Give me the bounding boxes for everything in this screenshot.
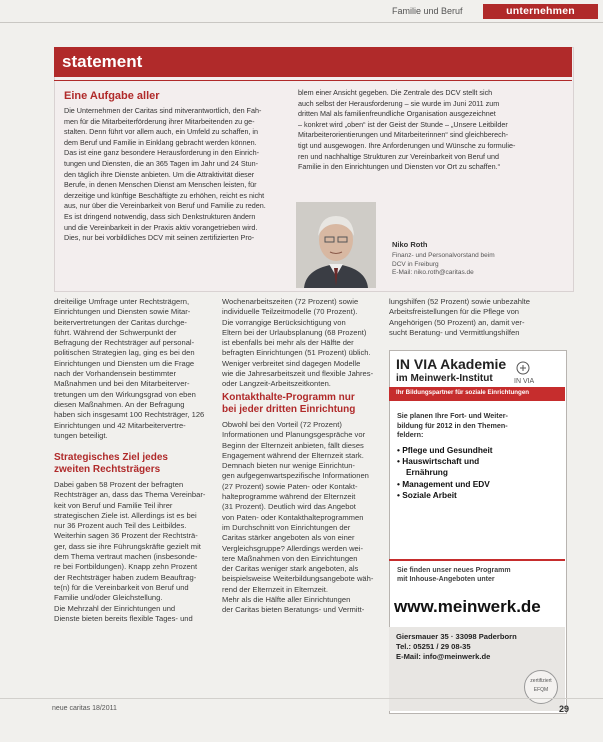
ad-topic-item: • Pflege und Gesundheit bbox=[397, 445, 493, 455]
ad-logo-subtitle: im Meinwerk-Institut bbox=[396, 373, 493, 384]
article-line: dreiteilige Umfrage unter Rechtsträgern, bbox=[54, 297, 190, 306]
article-line: Angehörigen (50 Prozent) an, damit ver- bbox=[389, 317, 525, 327]
statement-heading: Eine Aufgabe aller bbox=[64, 90, 160, 102]
signature-line: DCV in Freiburg bbox=[392, 260, 439, 268]
article-line: strategischen Ziele ist. Allerdings ist es bei bbox=[54, 510, 197, 520]
article-line: Die Mehrzahl der Einrichtungen und bbox=[54, 603, 176, 613]
article-line: oder Langzeit-Arbeitszeitkonten. bbox=[222, 379, 331, 389]
ad-logo: IN VIA Akademie bbox=[396, 356, 507, 372]
header-divider bbox=[0, 22, 603, 23]
ad-topic-item: • Soziale Arbeit bbox=[397, 489, 457, 500]
subheading-contact-program bbox=[222, 392, 355, 416]
cert-brand: EFQM bbox=[533, 687, 549, 693]
ad-email[interactable]: E-Mail: info@meinwerk.de bbox=[396, 652, 491, 661]
ad-badge bbox=[514, 360, 550, 385]
article-line: Die vorrangige Berücksichtigung von bbox=[222, 317, 346, 327]
cert-text: zertifiziert bbox=[530, 678, 552, 684]
ad-contact bbox=[396, 632, 517, 662]
statement-label: statement bbox=[62, 52, 143, 71]
statement-line: Es ist dringend notwendig, dass sich Denkstrukturen ändern bbox=[64, 211, 256, 221]
article-line: politischen Strategien lag, ging es bei den bbox=[54, 348, 195, 358]
article-line: von Paten- oder Kontakthalteprogrammen bbox=[222, 512, 364, 522]
ad-topic-item: • Management und EDV bbox=[397, 478, 490, 489]
subheading-strategic-goal bbox=[54, 452, 168, 476]
statement-line: stalten. Denn führt vor allem auch, ein Umfeld zu schaffen, in bbox=[64, 127, 259, 137]
ad-badge-text: IN VIA bbox=[514, 378, 535, 385]
statement-line: tigt und ausgewogen. Ihre Anforderungen und Wünsche zu formulie- bbox=[298, 140, 516, 150]
ad-more-line: Sie finden unser neues Programm bbox=[397, 567, 511, 574]
article-line: Maßnahmen und bei den Mitarbeiterver- bbox=[54, 379, 190, 389]
article-line: nach der Vorhandensein bestimmter bbox=[54, 369, 176, 379]
statement-line: dritten Mal als familienfreundliche Organisation ausgezeichnet bbox=[298, 109, 496, 119]
section-tab: unternehmen bbox=[483, 4, 598, 19]
statement-line: Die Unternehmen der Caritas sind mitverantwortlich, den Fah- bbox=[64, 106, 262, 115]
article-line: der Caritas weniger stark angeboten, als bbox=[222, 564, 359, 574]
ad-phone: Tel.: 05251 / 29 08-35 bbox=[396, 642, 471, 651]
article-line: diesen Maßnahmen. An der Befragung bbox=[54, 399, 185, 409]
article-line: Einrichtungen und Diensten um die Frage bbox=[54, 358, 195, 368]
statement-line: ren und nachhaltige Strukturen zur Vereinbarkeit von Beruf und bbox=[298, 151, 499, 161]
article-line: Wochenarbeitszeiten (72 Prozent) sowie bbox=[222, 297, 359, 306]
article-line: Engagement während der Elternzeit stark. bbox=[222, 450, 364, 460]
article-line: wie die Jahresarbeitszeit und flexible Jahres- bbox=[222, 369, 374, 379]
subheading-line: zweiten Rechtsträgers bbox=[54, 464, 161, 475]
article-line: sucht Beratung- und Vermittlungshilfen bbox=[389, 327, 520, 337]
ad-more-line: mit Inhouse-Angeboten unter bbox=[397, 576, 495, 583]
article-line: führt. Während der Schwerpunkt der bbox=[54, 327, 177, 337]
ad-address: Giersmauer 35 · 33098 Paderborn bbox=[396, 632, 517, 641]
article-line: Vergleichsgruppe? Allerdings werden wei- bbox=[222, 543, 363, 553]
article-line: befragten Einrichtungen (51 Prozent) üblich. bbox=[222, 348, 371, 358]
subheading-line: Kontakthalte-Programm nur bbox=[222, 392, 355, 403]
ad-emblem-icon bbox=[514, 360, 550, 378]
statement-line: men für die Mitarbeiterförderung ihrer Mitarbeitenden zu ge- bbox=[64, 116, 255, 126]
author-photo bbox=[296, 202, 376, 288]
article-line: Beginn der Elternzeit anbieten, fällt dieses bbox=[222, 440, 364, 450]
article-line: Eltern bei der Urlaubsplanung (68 Prozent) bbox=[222, 327, 367, 337]
article-line: der Rechtsträger haben zudem Beauftrag- bbox=[54, 572, 197, 582]
article-line: (27 Prozent) sowie Paten- oder Kontakt- bbox=[222, 481, 358, 491]
article-line: individuelle Teilzeitmodelle (70 Prozent). bbox=[222, 307, 358, 317]
article-line: Weiterhin sagen 36 Prozent der Rechtsträ- bbox=[54, 531, 198, 541]
signature-line: E-Mail: niko.roth@caritas.de bbox=[392, 269, 474, 276]
article-line: Befragung der Rechtsträger auf personal- bbox=[54, 338, 195, 348]
article-line: dem Thema vertraut machen (insbesonde- bbox=[54, 552, 198, 562]
statement-divider bbox=[54, 80, 572, 81]
subheading-line: bei jeder dritten Einrichtung bbox=[222, 404, 356, 415]
article-line: Arbeitsfreistellungen für die Pflege von bbox=[389, 307, 520, 317]
page-number: 29 bbox=[559, 704, 570, 714]
section-label: Familie und Beruf bbox=[392, 6, 463, 16]
article-line: im Durchschnitt von Einrichtungen der bbox=[222, 522, 351, 532]
article-line: Demnach bieten nur wenige Einrichtun- bbox=[222, 461, 355, 471]
statement-line: blem einer Ansicht gegeben. Die Zentrale des DCV stellt sich bbox=[298, 88, 493, 97]
ad-divider bbox=[389, 559, 565, 561]
article-line: nur 36 Prozent auch Teil des Leitbildes. bbox=[54, 521, 187, 531]
signature-line: Finanz- und Personalvorstand beim bbox=[392, 252, 495, 259]
article-line: tungen beteiligt. bbox=[54, 430, 108, 440]
statement-line: – konkret wird „oben“ ist der Geist der Stunde – „Unsere Leitbilder bbox=[298, 119, 508, 129]
statement-line: den täglich ihre Dienste anbieten. Um die Attraktivität dieser bbox=[64, 169, 255, 179]
article-column-2-continued bbox=[222, 420, 380, 616]
article-line: keit von Beruf und Familie Teil ihrer bbox=[54, 500, 173, 510]
article-line: Weniger verbreitet sind dagegen Modelle bbox=[222, 358, 361, 368]
article-column-3 bbox=[389, 297, 565, 338]
article-line: halteprogramme während der Elternzeit bbox=[222, 492, 356, 502]
statement-line: Das ist eine ganz besondere Herausforderung in den Einrich- bbox=[64, 148, 259, 158]
ad-intro-line: Sie planen Ihre Fort- und Weiter- bbox=[397, 411, 508, 420]
article-line: Rechtsträger an, dass das Thema Vereinbar- bbox=[54, 490, 206, 500]
article-line: Dienste bieten bereits flexible Tages- und bbox=[54, 613, 193, 623]
statement-line: Mitarbeiterorientierungen und Mitarbeiterinnen“ sind gleichberech- bbox=[298, 130, 509, 140]
article-line: lungshilfen (52 Prozent) sowie unbezahlte bbox=[389, 297, 530, 306]
article-line: Familie und/oder Gleichstellung. bbox=[54, 593, 163, 603]
ad-more-text bbox=[397, 566, 511, 584]
article-line: rend der Elternzeit in Elternzeit. bbox=[222, 584, 328, 594]
article-line: te(n) für die Vereinbarkeit von Beruf und bbox=[54, 582, 189, 592]
ad-intro bbox=[397, 411, 508, 440]
article-line: Einrichtungen und Diensten sowie Mitar- bbox=[54, 307, 191, 317]
article-line: der Caritas bieten Beratungs- und Vermitt- bbox=[222, 605, 365, 615]
statement-line: dem Beruf und Familie in Einklang gebracht werden können. bbox=[64, 137, 257, 147]
article-line: beispielsweise Weiterbildungsangebote wäh- bbox=[222, 574, 374, 584]
ad-intro-line: feldern: bbox=[397, 430, 424, 439]
ad-topic-item-continued: Ernährung bbox=[406, 467, 448, 478]
ad-tagline: Ihr Bildungspartner für soziale Einrichtungen bbox=[396, 389, 530, 396]
article-line: Caritas stärker angeboten als von einer bbox=[222, 533, 355, 543]
ad-intro-line: bildung für 2012 in den Themen- bbox=[397, 420, 508, 430]
subheading-line: Strategisches Ziel jedes bbox=[54, 452, 168, 463]
article-line: tere Maßnahmen von den Einrichtungen bbox=[222, 553, 358, 563]
article-line: Mehr als die Hälfte aller Einrichtungen bbox=[222, 595, 351, 605]
article-line: beitervertretungen der Caritas durchge- bbox=[54, 317, 187, 327]
statement-line: Berufe, in denen Menschen Dienst am Menschen leisten, für bbox=[64, 180, 257, 190]
ad-topic-item: • Hauswirtschaft und bbox=[397, 456, 480, 467]
statement-line: Familie in den Einrichtungen und Diensten vor Ort zu schaffen.“ bbox=[298, 162, 501, 172]
article-column-2 bbox=[222, 297, 380, 390]
article-line: Einrichtungen und 42 Mitarbeitervertre- bbox=[54, 420, 186, 430]
article-column-1-continued bbox=[54, 480, 212, 624]
article-line: Obwohl bei den Vorteil (72 Prozent) bbox=[222, 420, 342, 429]
signature-details bbox=[392, 252, 495, 278]
statement-line: und die Vereinbarkeit in der Praxis aktiv vorangetrieben wird. bbox=[64, 222, 258, 232]
article-line: haben sich insgesamt 100 Rechtsträger, 126 bbox=[54, 410, 205, 420]
article-line: tretungen um den Wirkungsgrad von eben bbox=[54, 389, 196, 399]
statement-line: derzeitige und künftige Beschäftigte zu erhöhen, reicht es nicht bbox=[64, 190, 265, 200]
ad-website-link[interactable]: www.meinwerk.de bbox=[394, 597, 541, 616]
statement-text-left bbox=[64, 106, 289, 244]
ad-topic-list bbox=[397, 445, 493, 501]
publication-name: neue caritas 18/2011 bbox=[52, 705, 117, 712]
article-line: re bei Fortbildungen). Knapp zehn Prozent bbox=[54, 562, 198, 572]
article-line: ger, dass sie ihre Führungskräfte gezielt mit bbox=[54, 541, 201, 551]
article-line: Informationen und Planungsgespräche vor bbox=[222, 430, 366, 440]
statement-line: Dies, nur bei vorbildliches DCV mit seinen zertifizierten Pro- bbox=[64, 233, 255, 243]
signature-name: Niko Roth bbox=[392, 240, 428, 249]
article-line: ist ebenfalls bei mehr als der Hälfte der bbox=[222, 338, 354, 348]
statement-text-right bbox=[298, 88, 566, 173]
footer-divider bbox=[0, 698, 603, 699]
statement-line: auch selbst der Herausforderung – sie wurde im Juni 2011 zum bbox=[298, 98, 500, 108]
article-line: gen aufgegenwartspezifische Informationen bbox=[222, 471, 369, 481]
article-column-1 bbox=[54, 297, 212, 441]
statement-line: aus, nur über die Vereinbarkeit von Beruf und Familie zu reden. bbox=[64, 201, 266, 211]
article-line: Dabei gaben 58 Prozent der befragten bbox=[54, 480, 184, 489]
article-line: (31 Prozent). Deutlich wird das Angebot bbox=[222, 502, 356, 512]
statement-line: tungen und Diensten, die an 365 Tagen im Jahr und 24 Stun- bbox=[64, 158, 259, 168]
